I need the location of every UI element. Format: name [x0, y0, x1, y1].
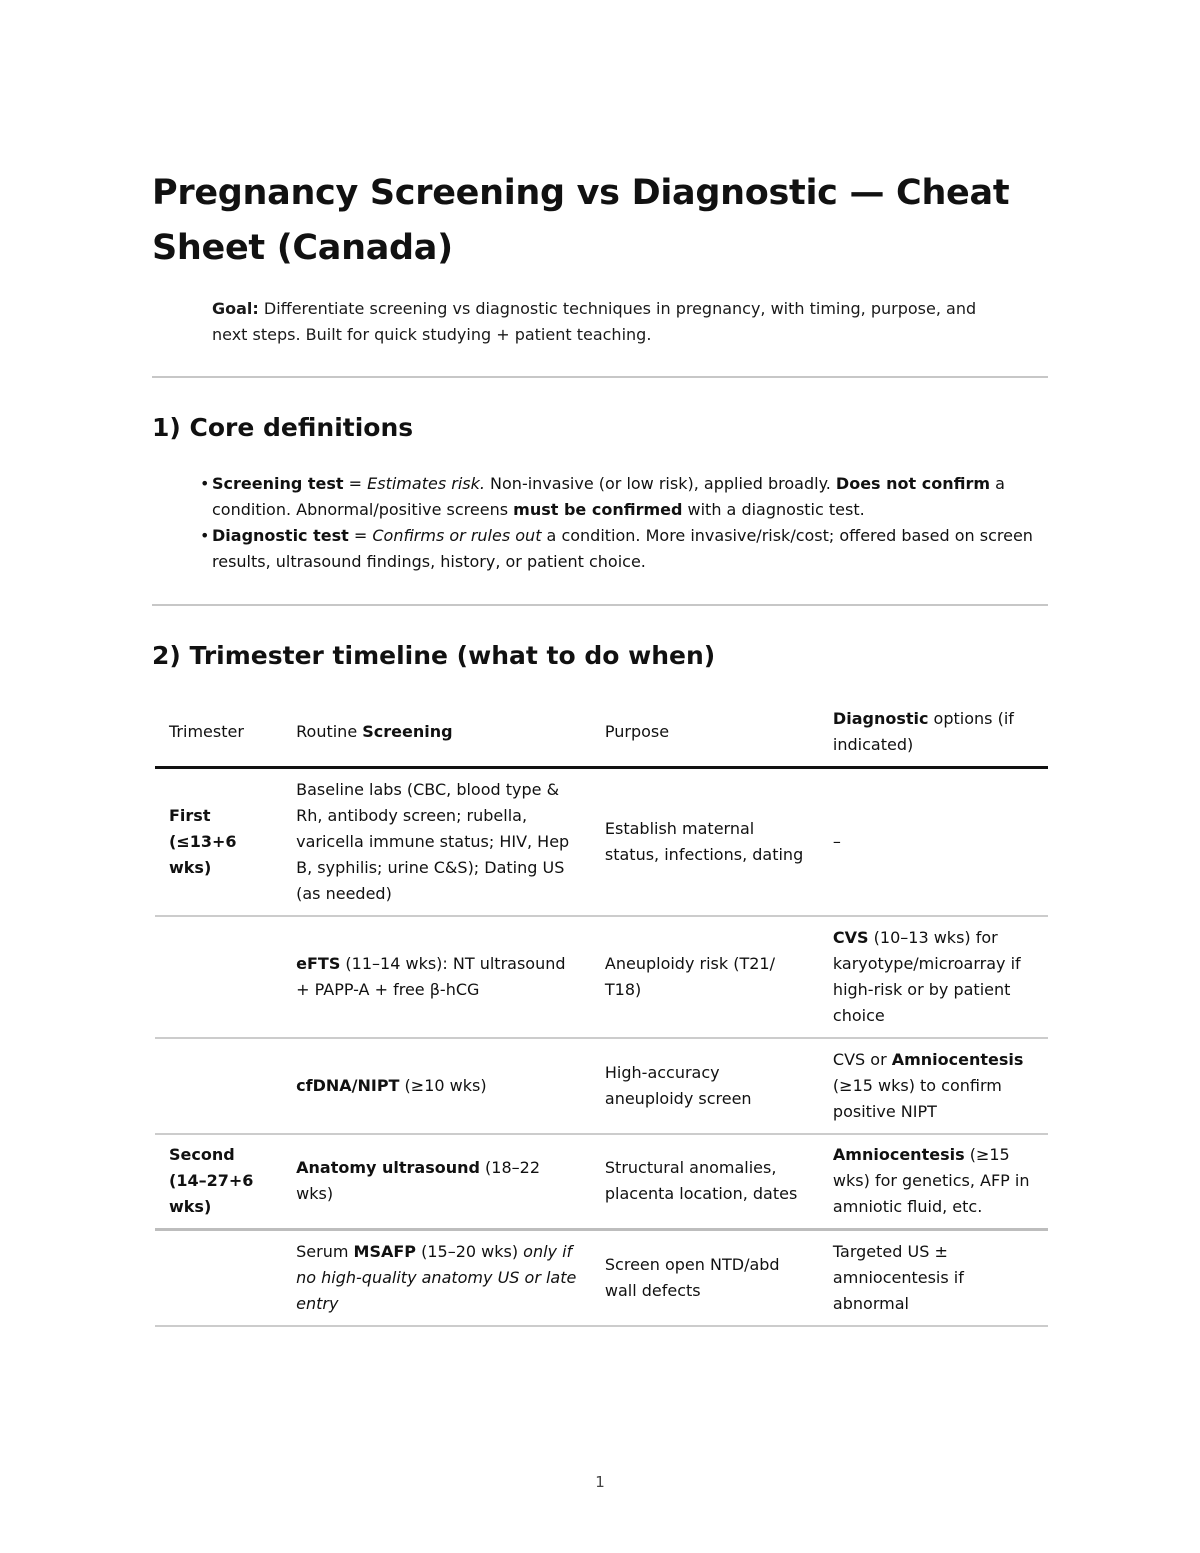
table-row — [155, 768, 1048, 916]
definitions-list — [200, 471, 1046, 575]
section-divider — [152, 604, 1048, 606]
diagnostic-detail: (10–13 wks) for karyotype/microarray if high-risk or by patient choice — [832, 927, 1021, 1025]
screening-text-c: with a diagnostic test. — [682, 500, 865, 519]
section-divider — [152, 376, 1048, 378]
table-row — [155, 1134, 1048, 1230]
cell-trimester — [155, 1038, 282, 1134]
cell-trimester — [155, 1134, 282, 1230]
section2-heading: 2) Trimester timeline (what to do when) — [152, 641, 716, 670]
goal-paragraph — [212, 296, 1002, 348]
cell-purpose: High-accuracy aneuploidy screen — [591, 1038, 819, 1134]
term-diagnostic: Diagnostic test — [212, 526, 349, 545]
bullet: • — [200, 474, 210, 493]
screening-text-a: Non-invasive (or low risk), applied broadly. — [484, 474, 836, 493]
diagnostic-test-name: Amniocentesis — [832, 1145, 965, 1165]
screening-test-name: MSAFP — [353, 1241, 416, 1261]
cell-purpose: Establish maternal status, infections, dating — [591, 768, 819, 916]
screening-test-name: eFTS — [296, 953, 341, 973]
screening-emphasis: Estimates risk. — [367, 474, 485, 493]
page-number: 1 — [595, 1473, 605, 1491]
cell-purpose: Screen open NTD/abd wall defects — [591, 1230, 819, 1326]
screening-detail: (18–22 wks) — [296, 1158, 541, 1204]
cell-diagnostic: Targeted US ± amniocentesis if abnormal — [819, 1230, 1048, 1326]
diagnostic-prefix: CVS or — [832, 1049, 892, 1069]
screening-detail: (≥10 wks) — [399, 1075, 487, 1095]
cell-screening — [282, 1134, 591, 1230]
trimester-label: Second (14–27+6 wks) — [169, 1145, 254, 1217]
term-screening: Screening test — [212, 474, 344, 493]
col-header-trimester: Trimester — [155, 702, 282, 768]
table-row — [155, 1038, 1048, 1134]
cell-trimester — [155, 916, 282, 1038]
col-header-diagnostic-suffix: options (if indicated) — [832, 709, 1014, 754]
cell-purpose: Aneuploidy risk (T21/ T18) — [591, 916, 819, 1038]
screening-prefix: Serum — [296, 1241, 354, 1261]
definition-diagnostic — [200, 523, 1046, 575]
trimester-timeline-table — [155, 702, 1048, 1327]
diagnostic-detail: (≥15 wks) to confirm positive NIPT — [832, 1075, 1002, 1121]
definition-screening — [200, 471, 1046, 523]
cell-diagnostic — [819, 916, 1048, 1038]
document-title: Pregnancy Screening vs Diagnostic — Cheat Sheet (Canada) — [152, 173, 1010, 268]
screening-condition: only if no high-quality anatomy US or late entry — [296, 1241, 577, 1313]
screening-detail: (11–14 wks): NT ultrasound + PAPP-A + free β-hCG — [296, 953, 566, 999]
cell-screening — [282, 1230, 591, 1326]
equals-sign: = — [343, 474, 368, 493]
table-row — [155, 916, 1048, 1038]
cell-screening — [282, 916, 591, 1038]
col-header-screening — [282, 702, 591, 768]
cell-diagnostic: – — [819, 768, 1048, 916]
goal-text: Differentiate screening vs diagnostic techniques in pregnancy, with timing, purpose, and next steps. Built for quick studying + patient teaching. — [212, 299, 977, 344]
diagnostic-emphasis: Confirms or rules out — [372, 526, 542, 545]
cell-trimester — [155, 768, 282, 916]
col-header-screening-bold: Screening — [362, 722, 453, 741]
screening-detail: (15–20 wks) — [416, 1241, 524, 1261]
diagnostic-test-name: CVS — [832, 927, 869, 947]
trimester-label: First (≤13+6 wks) — [169, 805, 237, 877]
col-header-diagnostic — [819, 702, 1048, 768]
screening-strong: Does not confirm — [835, 474, 991, 493]
screening-strong2: must be confirmed — [513, 500, 683, 519]
diagnostic-detail: (≥15 wks) for genetics, AFP in amniotic fluid, etc. — [832, 1145, 1030, 1217]
cell-trimester — [155, 1230, 282, 1326]
col-header-screening-prefix: Routine — [296, 722, 363, 741]
goal-label: Goal: — [212, 299, 259, 318]
diagnostic-test-name: Amniocentesis — [891, 1049, 1024, 1069]
cell-diagnostic — [819, 1038, 1048, 1134]
bullet: • — [200, 526, 210, 545]
screening-test-name: cfDNA/NIPT — [296, 1075, 400, 1095]
cell-screening: Baseline labs (CBC, blood type & Rh, antibody screen; rubella, varicella immune status; HIV, Hep B, syphilis; urine C&S); Dating US (as needed) — [282, 768, 591, 916]
table-header-row — [155, 702, 1048, 768]
screening-test-name: Anatomy ultrasound — [296, 1158, 480, 1178]
col-header-diagnostic-bold: Diagnostic — [832, 709, 929, 728]
col-header-purpose: Purpose — [591, 702, 819, 768]
diagnostic-text-a: a condition. More invasive/risk/cost; offered based on screen results, ultrasound findings, history, or patient choice. — [212, 526, 1033, 571]
cell-screening — [282, 1038, 591, 1134]
table-row — [155, 1230, 1048, 1326]
screening-text-b: a condition. Abnormal/positive screens — [212, 474, 1005, 519]
cell-diagnostic — [819, 1134, 1048, 1230]
section1-heading: 1) Core definitions — [152, 413, 414, 442]
cell-purpose: Structural anomalies, placenta location, dates — [591, 1134, 819, 1230]
equals-sign: = — [348, 526, 373, 545]
